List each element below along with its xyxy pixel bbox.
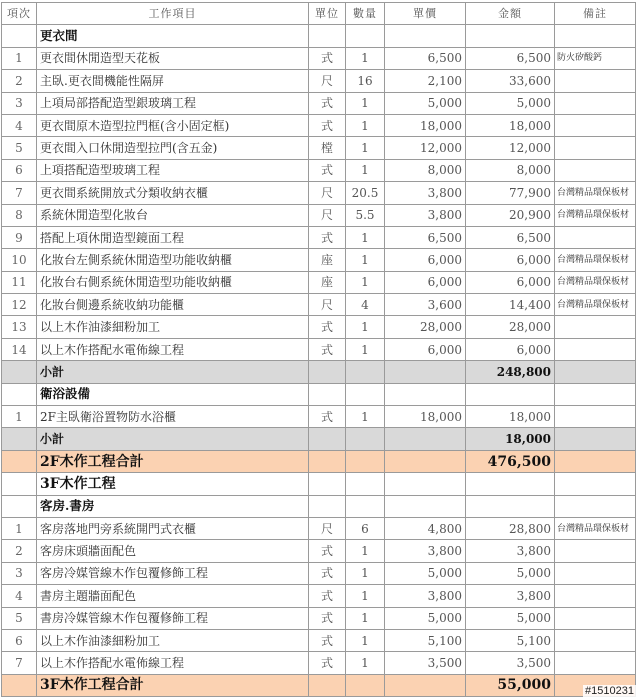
row-amount: 3,500 (466, 652, 555, 674)
row-price: 4,800 (385, 517, 466, 539)
section-guest-row (2, 495, 636, 517)
row-item: 以上木作油漆細粉加工 (37, 316, 309, 338)
row-amount: 6,500 (466, 47, 555, 69)
row-note (555, 338, 636, 360)
table-row (2, 226, 636, 248)
row-note (555, 159, 636, 181)
table-row (2, 338, 636, 360)
row-index: 2 (2, 70, 37, 92)
row-qty: 1 (346, 562, 385, 584)
row-item: 更衣間系統開放式分類收納衣櫃 (37, 182, 309, 204)
row-index: 10 (2, 249, 37, 271)
row-qty: 1 (346, 137, 385, 159)
row-qty: 1 (346, 249, 385, 271)
summary-label: 小計 (37, 361, 309, 383)
subtotal-wardrobe-row (2, 361, 636, 383)
row-note (555, 137, 636, 159)
row-price: 5,100 (385, 629, 466, 651)
row-item: 以上木作搭配水電佈線工程 (37, 652, 309, 674)
row-item: 以上木作油漆細粉加工 (37, 629, 309, 651)
row-index: 1 (2, 406, 37, 428)
row-note (555, 629, 636, 651)
row-index: 14 (2, 338, 37, 360)
row-item: 客房落地門旁系統開門式衣櫃 (37, 517, 309, 539)
quotation-table (1, 2, 636, 697)
row-unit: 式 (309, 338, 346, 360)
table-row (2, 70, 636, 92)
row-item: 化妝台側邊系統收納功能櫃 (37, 294, 309, 316)
row-note (555, 652, 636, 674)
row-price: 6,000 (385, 338, 466, 360)
table-row (2, 517, 636, 539)
row-unit: 式 (309, 47, 346, 69)
table-row (2, 652, 636, 674)
table-row (2, 182, 636, 204)
row-unit: 式 (309, 629, 346, 651)
table-row (2, 316, 636, 338)
header-index: 項次 (2, 3, 37, 25)
row-index: 7 (2, 182, 37, 204)
row-index: 5 (2, 137, 37, 159)
row-qty: 1 (346, 226, 385, 248)
row-amount: 14,400 (466, 294, 555, 316)
header-item: 工作項目 (37, 3, 309, 25)
row-price: 5,000 (385, 607, 466, 629)
row-qty: 1 (346, 629, 385, 651)
row-qty: 16 (346, 70, 385, 92)
summary-amount: 476,500 (466, 450, 555, 472)
table-row (2, 114, 636, 136)
row-price: 3,600 (385, 294, 466, 316)
summary-label: 2F木作工程合計 (37, 450, 309, 472)
row-unit: 式 (309, 652, 346, 674)
row-unit: 座 (309, 249, 346, 271)
row-index: 12 (2, 294, 37, 316)
row-unit: 樘 (309, 137, 346, 159)
row-amount: 3,800 (466, 540, 555, 562)
row-price: 18,000 (385, 114, 466, 136)
row-price: 28,000 (385, 316, 466, 338)
row-note: 台灣精品環保板材 (555, 204, 636, 226)
row-unit: 式 (309, 540, 346, 562)
watermark-id: #1510231 (585, 685, 634, 697)
row-note (555, 92, 636, 114)
row-price: 6,000 (385, 249, 466, 271)
row-index: 6 (2, 159, 37, 181)
row-unit: 尺 (309, 517, 346, 539)
heading-3f-row (2, 473, 636, 495)
row-index: 8 (2, 204, 37, 226)
row-amount: 18,000 (466, 114, 555, 136)
row-note: 防火矽酸鈣 (555, 47, 636, 69)
summary-amount: 248,800 (466, 361, 555, 383)
subtotal-bath-row (2, 428, 636, 450)
row-amount: 5,000 (466, 607, 555, 629)
row-price: 12,000 (385, 137, 466, 159)
row-qty: 1 (346, 585, 385, 607)
row-note: 台灣精品環保板材 (555, 249, 636, 271)
row-item: 上項搭配造型玻璃工程 (37, 159, 309, 181)
row-qty: 1 (346, 338, 385, 360)
row-item: 書房冷媒管線木作包覆修飾工程 (37, 607, 309, 629)
table-row (2, 540, 636, 562)
row-amount: 20,900 (466, 204, 555, 226)
summary-amount: 55,000 (466, 674, 555, 696)
row-index: 1 (2, 47, 37, 69)
row-price: 8,000 (385, 159, 466, 181)
row-index: 1 (2, 517, 37, 539)
row-note: 台灣精品環保板材 (555, 271, 636, 293)
row-item: 更衣間原木造型拉門框(含小固定框) (37, 114, 309, 136)
row-note: 台灣精品環保板材 (555, 517, 636, 539)
row-unit: 尺 (309, 70, 346, 92)
summary-label: 3F木作工程合計 (37, 674, 309, 696)
row-price: 3,800 (385, 182, 466, 204)
section-title: 更衣間 (37, 25, 309, 47)
row-unit: 式 (309, 92, 346, 114)
table-row (2, 159, 636, 181)
row-item: 書房主題牆面配色 (37, 585, 309, 607)
row-qty: 1 (346, 540, 385, 562)
row-item: 更衣間入口休閒造型拉門(含五金) (37, 137, 309, 159)
row-amount: 77,900 (466, 182, 555, 204)
row-index: 4 (2, 114, 37, 136)
row-note (555, 406, 636, 428)
total-3f-row (2, 674, 636, 696)
section-title: 3F木作工程 (37, 473, 309, 495)
row-note (555, 585, 636, 607)
row-index: 2 (2, 540, 37, 562)
row-unit: 式 (309, 226, 346, 248)
header-amount: 金額 (466, 3, 555, 25)
row-price: 3,500 (385, 652, 466, 674)
row-index: 13 (2, 316, 37, 338)
row-item: 化妝台右側系統休閒造型功能收納櫃 (37, 271, 309, 293)
row-index: 9 (2, 226, 37, 248)
row-price: 6,500 (385, 226, 466, 248)
section-title: 衛浴設備 (37, 383, 309, 405)
section-title: 客房.書房 (37, 495, 309, 517)
row-item: 客房冷媒管線木作包覆修飾工程 (37, 562, 309, 584)
row-price: 2,100 (385, 70, 466, 92)
table-row (2, 629, 636, 651)
row-item: 客房床頭牆面配色 (37, 540, 309, 562)
row-qty: 20.5 (346, 182, 385, 204)
row-amount: 5,100 (466, 629, 555, 651)
row-amount: 3,800 (466, 585, 555, 607)
row-note (555, 316, 636, 338)
header-note: 備註 (555, 3, 636, 25)
table-row (2, 204, 636, 226)
section-bath-row (2, 383, 636, 405)
row-item: 以上木作搭配水電佈線工程 (37, 338, 309, 360)
table-row (2, 92, 636, 114)
row-amount: 5,000 (466, 562, 555, 584)
row-item: 2F主臥衛浴置物防水浴櫃 (37, 406, 309, 428)
row-qty: 1 (346, 316, 385, 338)
row-amount: 18,000 (466, 406, 555, 428)
row-item: 化妝台左側系統休閒造型功能收納櫃 (37, 249, 309, 271)
row-unit: 尺 (309, 204, 346, 226)
row-price: 3,800 (385, 540, 466, 562)
row-index: 3 (2, 562, 37, 584)
row-amount: 33,600 (466, 70, 555, 92)
row-item: 上項局部搭配造型銀玻璃工程 (37, 92, 309, 114)
summary-amount: 18,000 (466, 428, 555, 450)
row-price: 5,000 (385, 562, 466, 584)
row-amount: 5,000 (466, 92, 555, 114)
row-amount: 8,000 (466, 159, 555, 181)
row-qty: 1 (346, 607, 385, 629)
table-row (2, 271, 636, 293)
row-unit: 尺 (309, 294, 346, 316)
row-price: 18,000 (385, 406, 466, 428)
total-2f-row (2, 450, 636, 472)
row-index: 11 (2, 271, 37, 293)
row-amount: 28,800 (466, 517, 555, 539)
table-row (2, 585, 636, 607)
row-index: 5 (2, 607, 37, 629)
row-amount: 6,000 (466, 249, 555, 271)
row-qty: 1 (346, 47, 385, 69)
row-price: 3,800 (385, 585, 466, 607)
row-item: 系統休閒造型化妝台 (37, 204, 309, 226)
row-item: 主臥.更衣間機能性隔屏 (37, 70, 309, 92)
row-amount: 28,000 (466, 316, 555, 338)
table-row (2, 406, 636, 428)
row-unit: 式 (309, 316, 346, 338)
row-unit: 式 (309, 159, 346, 181)
header-price: 單價 (385, 3, 466, 25)
row-index: 7 (2, 652, 37, 674)
row-note: 台灣精品環保板材 (555, 182, 636, 204)
summary-label: 小計 (37, 428, 309, 450)
row-qty: 1 (346, 114, 385, 136)
row-unit: 式 (309, 114, 346, 136)
section-wardrobe-row (2, 25, 636, 47)
table-row (2, 249, 636, 271)
row-index: 3 (2, 92, 37, 114)
header-unit: 單位 (309, 3, 346, 25)
row-qty: 6 (346, 517, 385, 539)
row-note (555, 562, 636, 584)
table-row (2, 294, 636, 316)
row-note (555, 226, 636, 248)
table-row (2, 607, 636, 629)
table-row (2, 137, 636, 159)
row-qty: 5.5 (346, 204, 385, 226)
row-qty: 1 (346, 159, 385, 181)
row-price: 6,500 (385, 47, 466, 69)
row-index: 4 (2, 585, 37, 607)
row-unit: 尺 (309, 182, 346, 204)
row-index: 6 (2, 629, 37, 651)
row-amount: 6,000 (466, 338, 555, 360)
row-note (555, 114, 636, 136)
row-note: 台灣精品環保板材 (555, 294, 636, 316)
row-unit: 座 (309, 271, 346, 293)
row-qty: 1 (346, 92, 385, 114)
row-unit: 式 (309, 562, 346, 584)
header-qty: 數量 (346, 3, 385, 25)
row-price: 6,000 (385, 271, 466, 293)
row-qty: 4 (346, 294, 385, 316)
row-price: 3,800 (385, 204, 466, 226)
row-amount: 12,000 (466, 137, 555, 159)
row-amount: 6,000 (466, 271, 555, 293)
row-qty: 1 (346, 271, 385, 293)
row-unit: 式 (309, 406, 346, 428)
row-item: 更衣間休閒造型天花板 (37, 47, 309, 69)
table-row (2, 562, 636, 584)
row-note (555, 607, 636, 629)
row-unit: 式 (309, 585, 346, 607)
row-qty: 1 (346, 406, 385, 428)
row-price: 5,000 (385, 92, 466, 114)
table-row (2, 47, 636, 69)
header-row (2, 3, 636, 25)
row-note (555, 70, 636, 92)
row-amount: 6,500 (466, 226, 555, 248)
row-item: 搭配上項休閒造型鏡面工程 (37, 226, 309, 248)
row-qty: 1 (346, 652, 385, 674)
row-unit: 式 (309, 607, 346, 629)
row-note (555, 540, 636, 562)
